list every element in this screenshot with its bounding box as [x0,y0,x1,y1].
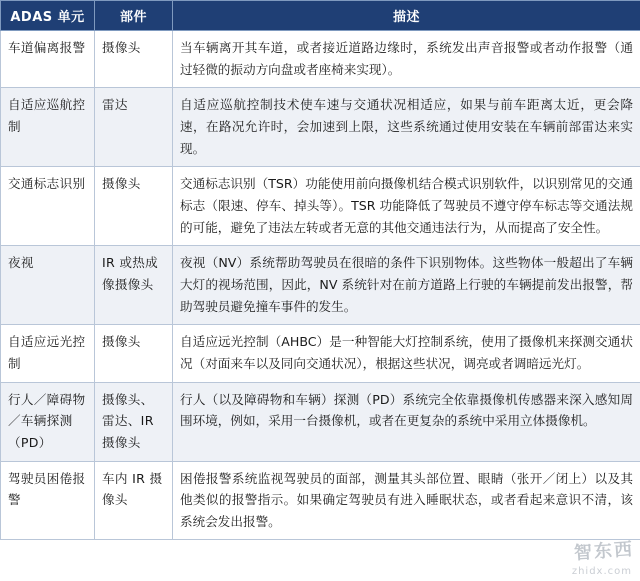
cell-part: 车内 IR 摄像头 [95,461,173,540]
watermark-url: zhidx.com [571,566,632,577]
cell-description: 自适应远光控制（AHBC）是一种智能大灯控制系统，使用了摄像机来探测交通状况（对面来车以及同向交通状况），根据这些状况，调亮或者调暗远光灯。 [173,325,640,382]
watermark-logo: 智东西 [573,538,635,565]
cell-part: 摄像头、雷达、IR 摄像头 [95,382,173,461]
cell-part: 雷达 [95,88,173,167]
cell-description: 当车辆离开其车道，或者接近道路边缘时，系统发出声音报警或者动作报警（通过轻微的振动方向盘或者座椅来实现）。 [173,31,640,88]
cell-description: 交通标志识别（TSR）功能使用前向摄像机结合模式识别软件，以识别常见的交通标志（限速、停车、掉头等）。TSR 功能降低了驾驶员不遵守停车标志等交通法规的可能，避免了违法左转或者无意的其他交通违法行为，从而提高了安全性。 [173,167,640,246]
table-header-row [1,1,640,31]
cell-description: 困倦报警系统监视驾驶员的面部，测量其头部位置、眼睛（张开／闭上）以及其他类似的报警指示。如果确定驾驶员有进入睡眠状态，或者看起来意识不清，该系统会发出报警。 [173,461,640,540]
table-row [1,88,640,167]
cell-unit: 驾驶员困倦报警 [1,461,95,540]
table-row [1,325,640,382]
cell-unit: 交通标志识别 [1,167,95,246]
cell-description: 自适应巡航控制技术使车速与交通状况相适应，如果与前车距离太近，更会降速，在路况允许时，会加速到上限，这些系统通过使用安装在车辆前部雷达来实现。 [173,88,640,167]
table-header [1,1,640,31]
table-body [1,31,640,540]
cell-description: 夜视（NV）系统帮助驾驶员在很暗的条件下识别物体。这些物体一般超出了车辆大灯的视场范围，因此，NV 系统针对在前方道路上行驶的车辆提前发出报警，帮助驾驶员避免撞车事件的发生。 [173,246,640,325]
cell-part: 摄像头 [95,325,173,382]
cell-description: 行人（以及障碍物和车辆）探测（PD）系统完全依靠摄像机传感器来深入感知周围环境，例如，采用一台摄像机，或者在更复杂的系统中采用立体摄像机。 [173,382,640,461]
table-row [1,246,640,325]
cell-unit: 行人／障碍物／车辆探测（PD） [1,382,95,461]
column-header-part: 部件 [95,1,173,31]
cell-part: 摄像头 [95,167,173,246]
cell-unit: 夜视 [1,246,95,325]
column-header-description: 描述 [173,1,640,31]
cell-part: 摄像头 [95,31,173,88]
cell-unit: 自适应远光控制 [1,325,95,382]
table-row [1,167,640,246]
cell-unit: 自适应巡航控制 [1,88,95,167]
table-row [1,461,640,540]
cell-part: IR 或热成像摄像头 [95,246,173,325]
column-header-unit: ADAS 单元 [1,1,95,31]
cell-unit: 车道偏离报警 [1,31,95,88]
table-row [1,382,640,461]
table-row [1,31,640,88]
